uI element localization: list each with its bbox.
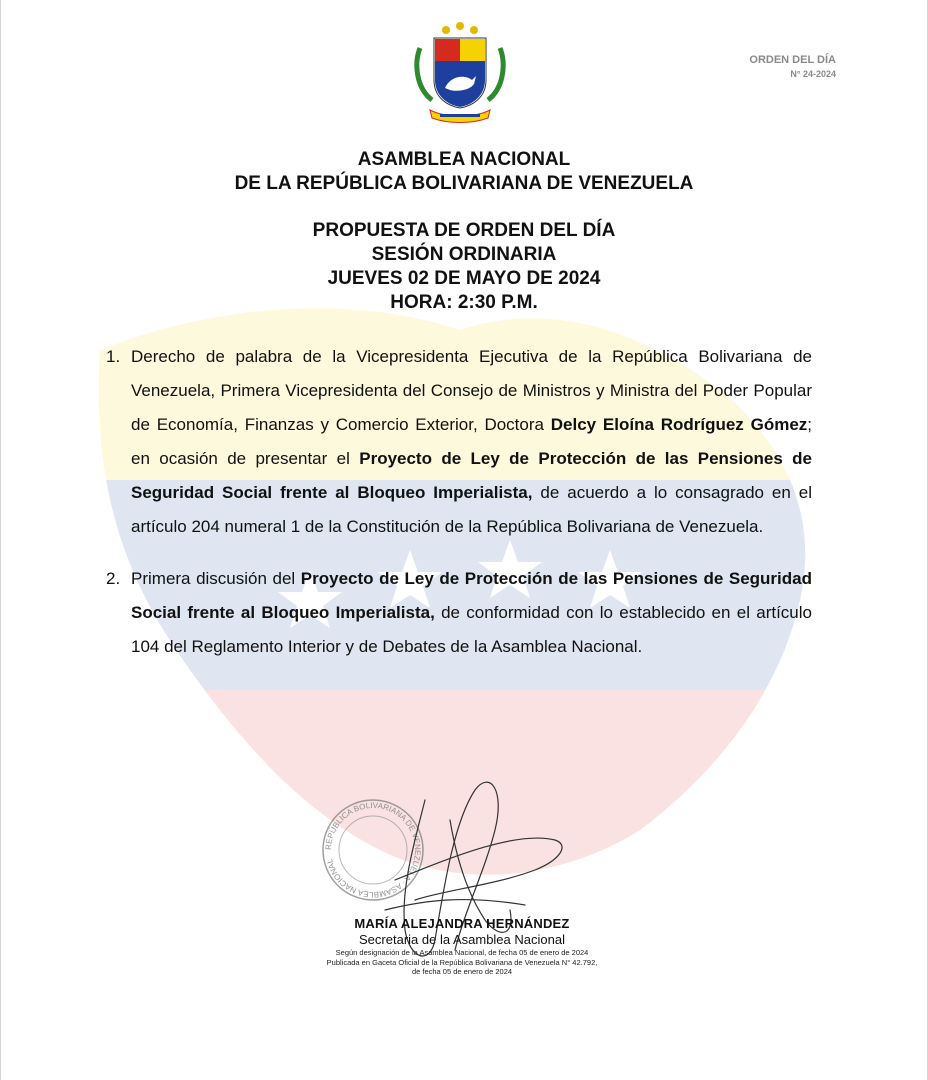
signatory-name: MARÍA ALEJANDRA HERNÁNDEZ (354, 916, 570, 931)
session-type: SESIÓN ORDINARIA (371, 244, 557, 265)
agenda-list (106, 340, 812, 664)
agenda-item (106, 562, 812, 664)
institution-line1: ASAMBLEA NACIONAL (357, 149, 571, 170)
agenda-item (106, 340, 812, 544)
institution-line2: DE LA REPÚBLICA BOLIVARIANA DE VENEZUELA (234, 173, 694, 194)
agenda-bold-text: Delcy Eloína Rodríguez Gómez (550, 415, 808, 434)
signatory-note-2: Publicada en Gaceta Oficial de la República Bolivariana de Venezuela N° 42.792, (326, 957, 598, 967)
stamp-text: REPÚBLICA BOLIVARIANA DE VENEZUELA · ASAMBLEA NACIONAL (323, 800, 423, 900)
institution-header (0, 148, 928, 196)
signature-block (292, 916, 632, 977)
agenda-text: Derecho de palabra de la Vicepresidenta Ejecutiva de la República Bolivariana de Venezuela, Primera Vicepresidenta del Consejo de Ministros y Ministra del Poder Popular de Economía, Finanzas y Comercio Exterior, Doctora (131, 347, 812, 434)
coat-of-arms-icon (410, 18, 510, 128)
agenda-text: Primera discusión del (131, 569, 301, 588)
session-header (0, 219, 928, 315)
agenda-item-number: 2. (106, 569, 121, 588)
order-ref-label: ORDEN DEL DÍA (749, 54, 836, 66)
agenda-bold-text: Proyecto de Ley de Protección de las Pensiones de Seguridad Social frente al Bloqueo Imperialista, (131, 449, 812, 502)
agenda-text: ; en ocasión de presentar el (131, 415, 813, 468)
order-reference (749, 54, 836, 79)
signatory-title: Secretaria de la Asamblea Nacional (359, 932, 565, 947)
agenda-item-number: 1. (106, 347, 121, 366)
session-title: PROPUESTA DE ORDEN DEL DÍA (312, 220, 616, 241)
agenda-text: de acuerdo a lo consagrado en el artículo 204 numeral 1 de la Constitución de la República Bolivariana de Venezuela. (131, 483, 812, 536)
agenda-text: de conformidad con lo establecido en el artículo 104 del Reglamento Interior y de Debates de la Asamblea Nacional. (131, 603, 812, 656)
agenda-bold-text: Proyecto de Ley de Protección de las Pensiones de Seguridad Social frente al Bloqueo Imperialista, (131, 569, 812, 622)
signatory-note-3: de fecha 05 de enero de 2024 (411, 967, 513, 976)
signatory-note-1: Según designación de la Asamblea Nacional, de fecha 05 de enero de 2024 (335, 948, 589, 957)
session-date: JUEVES 02 DE MAYO DE 2024 (327, 268, 601, 289)
session-time: HORA: 2:30 P.M. (390, 292, 538, 313)
order-ref-number: N° 24-2024 (790, 69, 836, 79)
